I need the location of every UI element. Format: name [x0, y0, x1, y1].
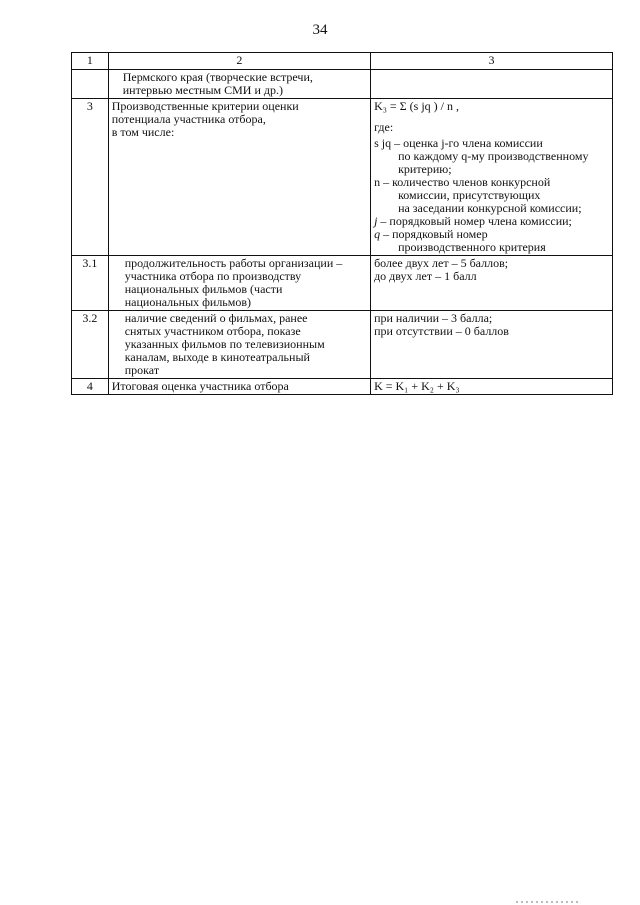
criterion-line: Пермского края (творческие встречи, [122, 70, 313, 84]
header-col-3: 3 [371, 53, 613, 70]
criterion-cell [108, 256, 370, 311]
criterion-cell [108, 99, 370, 256]
s-description: – оценка j-го члена комиссии [394, 136, 543, 150]
score-line: более двух лет – 5 баллов; [374, 256, 509, 270]
table-row-continuation [72, 70, 613, 99]
criterion-line: снятых участником отбора, показе [124, 324, 301, 338]
header-col-1: 1 [72, 53, 109, 70]
scan-artifact [516, 901, 580, 903]
criteria-table [71, 52, 613, 395]
row-number: 3.2 [72, 311, 109, 379]
s-variable: s jq [374, 136, 392, 150]
where-label: где: [374, 120, 394, 134]
criterion-line: национальных фильмов) [124, 295, 252, 309]
criterion-line: в том числе: [111, 125, 175, 139]
criterion-cell [108, 311, 370, 379]
q-description-cont: производственного критерия [398, 240, 546, 254]
criterion-cell [108, 70, 370, 99]
n-definition: n – количество членов конкурсной [374, 175, 551, 189]
row-number: 4 [72, 379, 109, 395]
table-row-4 [72, 379, 613, 395]
s-definition [374, 134, 609, 150]
formula-cell [371, 99, 613, 256]
criterion-line: указанных фильмов по телевизионным [124, 337, 325, 351]
formula-cell: K = K₁ + K₂ + K₃ [371, 379, 613, 395]
criterion-line: национальных фильмов (части [124, 282, 283, 296]
s-description-cont: по каждому q-му производственному [398, 149, 589, 163]
table-row-3 [72, 99, 613, 256]
criterion-line: потенциала участника отбора, [111, 112, 266, 126]
criterion-line: наличие сведений о фильмах, ранее [124, 311, 308, 325]
row-number [72, 70, 109, 99]
criterion-line: участника отбора по производству [124, 269, 302, 283]
spacer [374, 113, 609, 121]
score-cell [371, 311, 613, 379]
criterion-line: продолжительность работы организации – [124, 256, 343, 270]
n-description-cont: на заседании конкурсной комиссии; [398, 201, 582, 215]
k3-formula: K₃ = Σ (s jq ) / n , [374, 99, 459, 113]
n-description-cont: комиссии, присутствующих [398, 188, 541, 202]
score-line: при наличии – 3 балла; [374, 311, 493, 325]
j-variable: j [374, 214, 378, 228]
score-line: до двух лет – 1 балл [374, 269, 477, 283]
score-cell [371, 256, 613, 311]
table-row-3-1 [72, 256, 613, 311]
row-number: 3 [72, 99, 109, 256]
score-line: при отсутствии – 0 баллов [374, 324, 509, 338]
criterion-line: прокат [124, 363, 160, 377]
q-variable: q [374, 227, 381, 241]
s-description-cont: критерию; [398, 162, 452, 176]
criterion-cell: Итоговая оценка участника отбора [108, 379, 370, 395]
q-description: – порядковый номер [383, 227, 488, 241]
score-cell [371, 70, 613, 99]
criterion-line: интервью местным СМИ и др.) [122, 83, 283, 97]
row-number: 3.1 [72, 256, 109, 311]
table-row-3-2 [72, 311, 613, 379]
table-header-row [72, 53, 613, 70]
j-description: – порядковый номер члена комиссии; [380, 214, 572, 228]
criterion-line: каналам, выходе в кинотеатральный [124, 350, 310, 364]
page-number: 34 [312, 22, 328, 38]
header-col-2: 2 [108, 53, 370, 70]
criterion-line: Производственные критерии оценки [111, 99, 299, 113]
